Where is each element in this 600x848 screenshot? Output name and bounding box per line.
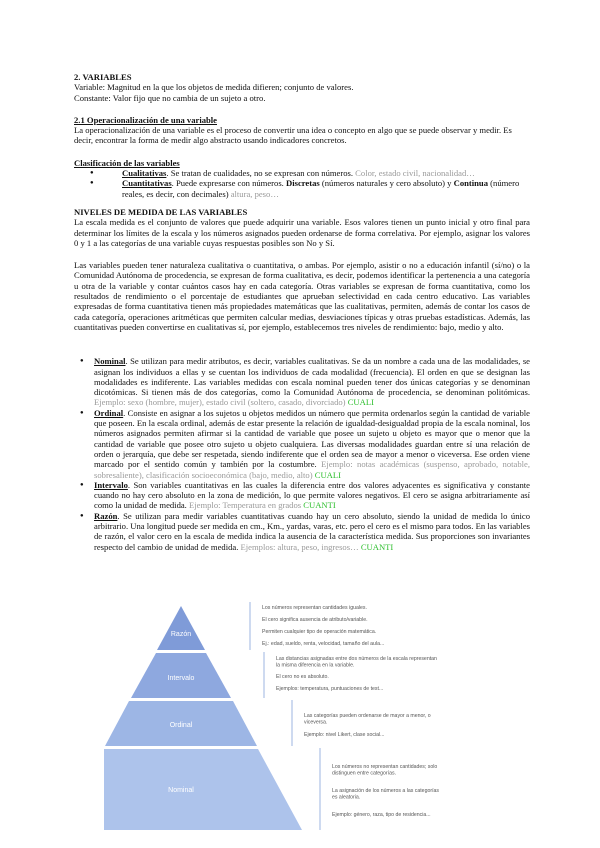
niveles-paragraph-1: La escala medida es el conjunto de valores que puede adquirir una variable. Esos valores tienen un punto inicial y otro final para determinar los límites de la escala y los números asignados pueden ordenarse de forma correlativa. Por ejemplo, asignar los valores 0 y 1 a las categorías de una variable cuyas respuestas posibles son No y Sí.: [74, 217, 530, 248]
pyramid-notes-intervalo: [276, 656, 437, 692]
pyramid-label-razon: Razón: [170, 631, 192, 638]
note-text: La asignación de los números a las categorías es aleatoria.: [332, 788, 439, 801]
list-item: ● Cualitativas. Se tratan de cualidades, no se expresan con números. Color, estado civil, nacionalidad…: [122, 168, 530, 178]
note-text: Permiten cualquier tipo de operación matemática.: [262, 629, 377, 635]
document-page: [74, 72, 530, 552]
variable-definition: Variable: Magnitud en la que los objetos de medida difieren; conjunto de valores.: [74, 82, 354, 93]
niveles-heading: NIVELES DE MEDIDA DE LAS VARIABLES: [74, 206, 248, 217]
pyramid-label-nominal: Nominal: [168, 787, 194, 794]
section-title: 2. VARIABLES: [74, 72, 132, 82]
pyramid-tier-top: [157, 606, 205, 650]
constante-definition: Constante: Valor fijo que no cambia de un sujeto a otro.: [74, 92, 266, 103]
list-item-razon: ● Razón. Se utilizan para medir variables cuantitativas cuando hay un cero absoluto, siendo la unidad de medida lo único arbitrario. Una longitud puede ser medida en cm., Km., yardas, varas, etc. pero el cero es el mismo para todos. En las variables de razón, el valor cero en la escala de medida indica la ausencia de la característica medida. Sus proporciones son invariantes respecto del cambio de unidad de medida. Ejemplos: altura, peso, ingresos… CUANTI: [94, 511, 530, 552]
niveles-paragraph-2: Las variables pueden tener naturaleza cualitativa o cuantitativa, o ambas. Por ejemplo, asistir o no a educación infantil (sí/no) o la Comunidad Autónoma de procedencia, se expresan de forma cualitativa, es decir, podemos identificar la pertenencia a una categoría u otra de la variable y contar cuántos casos hay en cada categoría. Otras variables se expresan de forma cuantitativa, como los resultados de rendimiento o el porcentaje de estudiantes que aprueban selectividad en cada centro educativo. Las variables expresadas de forma cuantitativa tienen más propiedades matemáticas que las cualitativas, permiten, además de contar los casos de cada categoría, operaciones aritméticas que permiten calcular medias, desviaciones típicas y otras pruebas estadísticas. Además, las cuantitativas pueden convertirse en cualitativas sí, por ejemplo, establecemos tres niveles de rendimiento: bajo, medio y alto.: [74, 260, 530, 332]
list-item-nominal: ● Nominal. Se utilizan para medir atributos, es decir, variables cualitativas. Se da un nombre a cada una de las modalidades, se asignan los individuos a ellas y se cuentan los individuos de cada modalidad (frecuencia). El orden en que se designan las modalidades es indiferente. Las variables medidas con escala nominal pueden tener dos únicas categorías y se denominan dicotómicas. Si tienen más de dos categorías, como la Comunidad Autónoma de procedencia, se denominan politómicas. Ejemplo: sexo (hombre, mujer), estado civil (soltero, casado, divorciado) CUALI: [94, 356, 530, 407]
note-text: Los números no representan cantidades; solo distinguen entre categorías.: [332, 764, 438, 777]
pyramid-notes-nominal: [332, 764, 439, 818]
list-item-intervalo: ● Intervalo. Son variables cuantitativas en las cuales la diferencia entre dos valores adyacentes es significativa y constante cuando no hay cero absoluto en la zona de medición, lo que permite valores negativos. El cero se asigna arbitrariamente así como la unidad de medida. Ejemplo: Temperatura en grados CUANTI: [94, 480, 530, 511]
pyramid-label-ordinal: Ordinal: [169, 722, 193, 729]
note-text: El cero significa ausencia de atributo/variable.: [262, 617, 368, 623]
operacionalizacion-heading: 2.1 Operacionalización de una variable: [74, 114, 217, 125]
measurement-levels-list: [74, 356, 530, 552]
list-item: ● Cuantitativas. Puede expresarse con números. Discretas (números naturales y cero absoluto) y Continua (número reales, es decir, con decimales) altura, peso…: [122, 178, 530, 199]
note-text: Los números representan cantidades iguales.: [262, 605, 367, 611]
clasificacion-list: [74, 168, 530, 199]
note-text: Las distancias asignadas entre dos números de la escala representan la misma diferencia en la variable.: [276, 656, 437, 669]
note-text: Ejemplo: nivel Likert, clase social...: [304, 732, 385, 738]
note-text: Ejemplos: temperatura, puntuaciones de test...: [276, 686, 384, 692]
pyramid-notes-ordinal: [304, 713, 431, 738]
operacionalizacion-text: La operacionalización de una variable es el proceso de convertir una idea o concepto en algo que se puede observar y medir. Es decir, encontrar la forma de medir algo abstracto usando indicadores concretos.: [74, 125, 512, 146]
pyramid-label-intervalo: Intervalo: [167, 675, 195, 682]
note-text: Las categorías pueden ordenarse de mayor a menor, o viceversa.: [304, 713, 431, 726]
pyramid-notes-razon: [262, 605, 384, 647]
list-item-ordinal: ● Ordinal. Consiste en asignar a los sujetos u objetos medidos un número que permita ordenarlos según la cantidad de variable que poseen. En la escala ordinal, además de estar presente la relación de igualdad-desigualdad propia de la escala nominal, los números asignados permiten afirmar si la cantidad de variable que posee un sujeto u objeto es mayor que o menor que la cantidad de variable que posee otro sujeto u objeto cualquiera. Las diversas modalidades guardan entre sí una relación de orden o jerarquía, que debe ser respetada, siendo indiferente que el orden sea de mayor a menor o viceversa. Ese orden viene marcado por el sentido común y también por la costumbre. Ejemplo: notas académicas (suspenso, aprobado, notable, sobresaliente), clasificación socioeconómica (bajo, medio, alto) CUALI: [94, 408, 530, 480]
measurement-pyramid: [104, 602, 446, 832]
note-text: Ejemplo: género, raza, tipo de residencia...: [332, 812, 431, 818]
clasificacion-heading: Clasificación de las variables: [74, 157, 180, 168]
note-text: Ej.: edad, sueldo, renta, velocidad, tamaño del aula...: [262, 641, 385, 647]
pyramid-tier-nominal: [104, 749, 302, 830]
note-text: El cero no es absoluto.: [276, 674, 329, 680]
